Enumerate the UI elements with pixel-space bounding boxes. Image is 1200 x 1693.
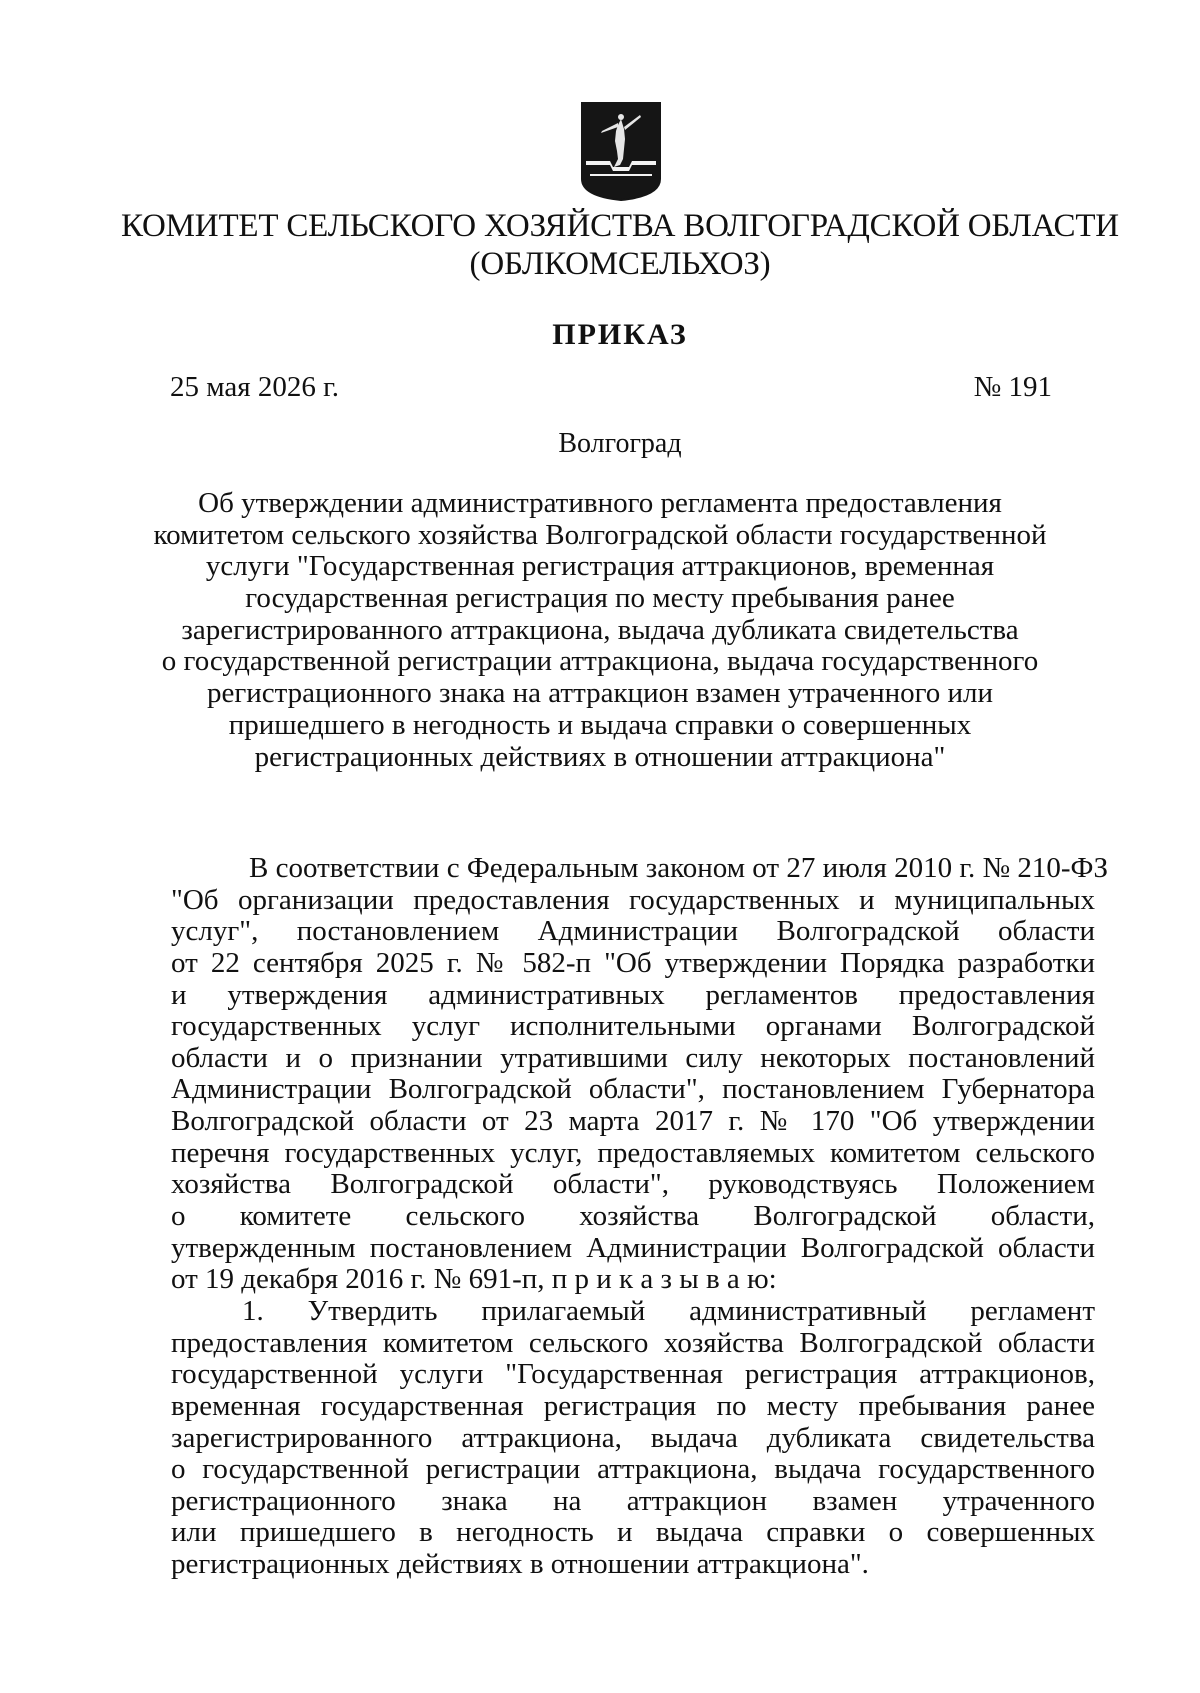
body-line: регистрационных действиях в отношении аттракциона". [171, 1548, 869, 1581]
body-line: государственных услуг исполнительными органами Волгоградской [171, 1010, 1095, 1043]
subject-line: регистрационного знака на аттракцион взамен утраченного или [206, 677, 994, 710]
subject-line: услуги "Государственная регистрация аттракционов, временная [205, 550, 995, 583]
body-line: или пришедшего в негодность и выдача справки о совершенных [171, 1516, 1095, 1549]
body-line: от 22 сентября 2025 г. № 582-п "Об утверждении Порядка разработки [171, 946, 1095, 979]
subject-line: регистрационных действиях в отношении аттракциона" [254, 740, 946, 773]
order-subject [150, 488, 1050, 773]
body-line: хозяйства Волгоградской области", руководствуясь Положением [171, 1168, 1095, 1201]
subject-line: государственная регистрация по месту пребывания ранее [245, 582, 955, 615]
order-city: Волгоград [558, 428, 682, 459]
order-date: 25 мая 2026 г. [170, 371, 339, 403]
item-1-paragraph [171, 1296, 1095, 1581]
body-line: регистрационного знака на аттракцион взамен утраченного [171, 1484, 1095, 1517]
body-line: перечня государственных услуг, предоставляемых комитетом сельского [171, 1136, 1095, 1169]
order-body [171, 852, 1108, 1581]
subject-line: зарегистрированного аттракциона, выдача дубликата свидетельства [181, 613, 1019, 646]
document-type: ПРИКАЗ [552, 318, 688, 351]
body-line: 1. Утвердить прилагаемый административный регламент [242, 1294, 1095, 1327]
body-line: и утверждения административных регламентов предоставления [171, 978, 1095, 1011]
body-line: от 19 декабря 2016 г. № 691-п, п р и к а з ы в а ю: [171, 1263, 777, 1296]
subject-line: о государственной регистрации аттракциона, выдача государственного [161, 645, 1039, 678]
subject-line: пришедшего в негодность и выдача справки о совершенных [228, 708, 972, 741]
organization-abbreviation: (ОБЛКОМСЕЛЬХОЗ) [469, 246, 771, 282]
body-line: услуг", постановлением Администрации Волгоградской области [171, 915, 1095, 948]
body-line: области и о признании утратившими силу некоторых постановлений [171, 1041, 1095, 1074]
body-line: Администрации Волгоградской области", постановлением Губернатора [171, 1073, 1095, 1106]
subject-line: Об утверждении административного регламента предоставления [198, 487, 1002, 519]
body-line: о государственной регистрации аттракциона, выдача государственного [171, 1453, 1095, 1486]
body-line: утвержденным постановлением Администрации Волгоградской области [171, 1231, 1095, 1264]
body-line: "Об организации предоставления государственных и муниципальных [171, 883, 1095, 916]
body-line: временная государственная регистрация по месту пребывания ранее [171, 1389, 1095, 1422]
body-line: предоставления комитетом сельского хозяйства Волгоградской области [171, 1326, 1095, 1359]
body-line: В соответствии с Федеральным законом от 27 июля 2010 г. № 210-ФЗ [249, 852, 1108, 884]
coat-of-arms-emblem [580, 101, 662, 202]
preamble-paragraph [171, 852, 1108, 1296]
order-number: № 191 [973, 371, 1052, 403]
body-line: о комитете сельского хозяйства Волгоградской области, [171, 1200, 1095, 1233]
body-line: Волгоградской области от 23 марта 2017 г. № 170 "Об утверждении [171, 1105, 1095, 1138]
volgograd-coat-of-arms-icon [580, 101, 662, 202]
organization-name: КОМИТЕТ СЕЛЬСКОГО ХОЗЯЙСТВА ВОЛГОГРАДСКОЙ ОБЛАСТИ [121, 208, 1119, 244]
body-line: государственной услуги "Государственная регистрация аттракционов, [171, 1358, 1095, 1391]
body-line: зарегистрированного аттракциона, выдача дубликата свидетельства [171, 1421, 1095, 1454]
subject-line: комитетом сельского хозяйства Волгоградской области государственной [153, 518, 1047, 551]
